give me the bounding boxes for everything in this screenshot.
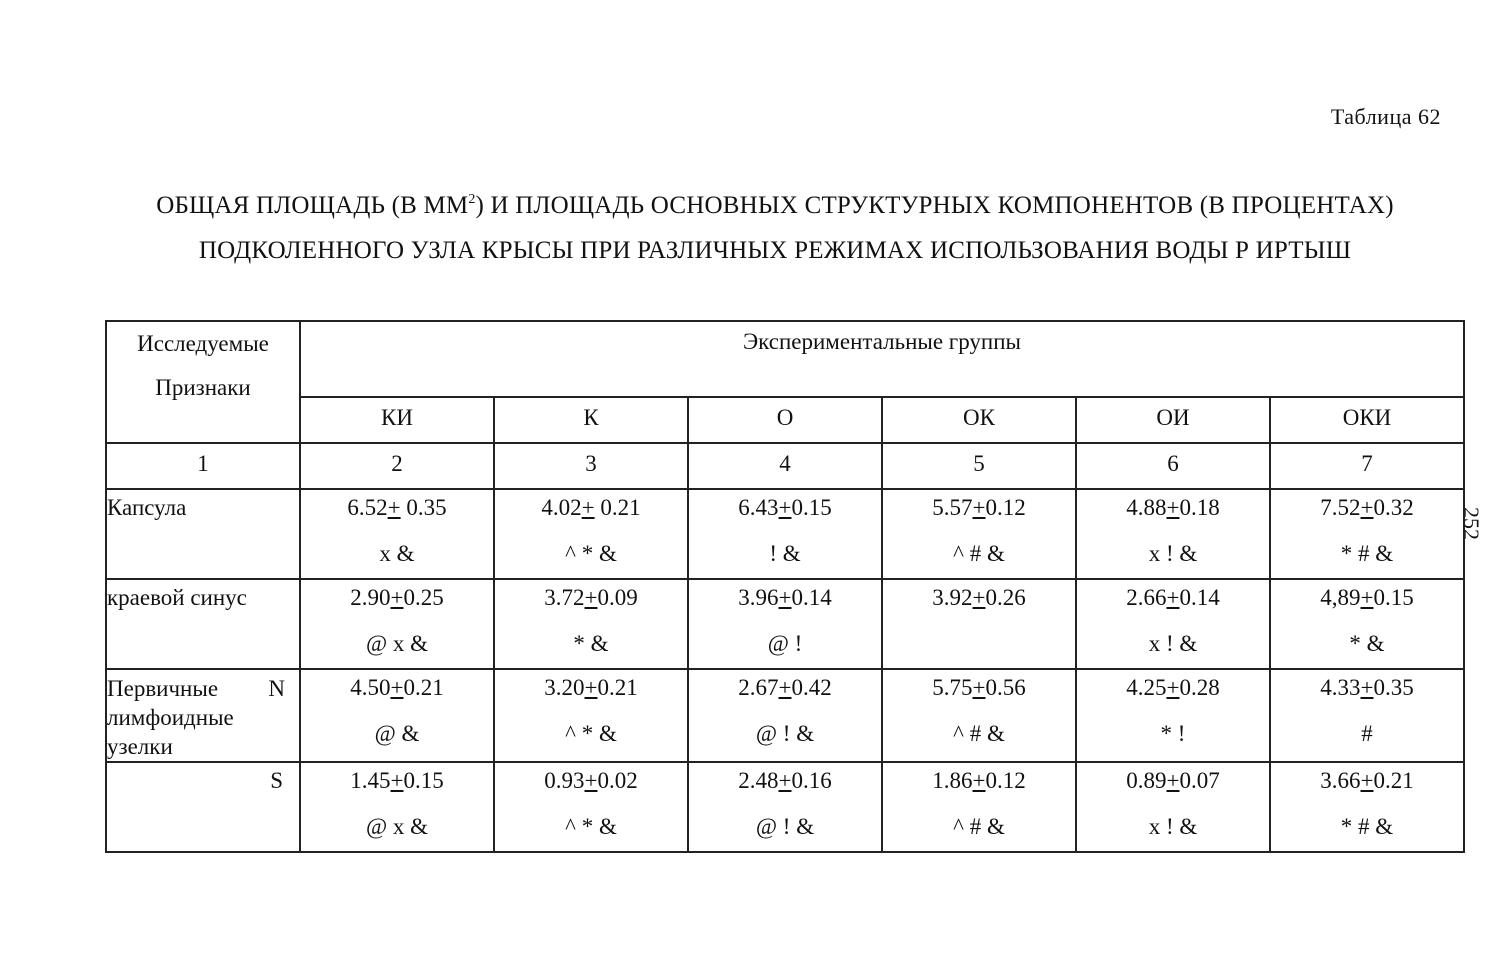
table-cell <box>494 669 688 762</box>
table-cell <box>882 489 1076 579</box>
table-cell <box>688 669 882 762</box>
cell-value: 6.52 <box>347 495 388 520</box>
significance-marks: @ ! <box>767 631 803 656</box>
plus-minus-sign: + <box>1360 585 1374 610</box>
cell-value: 3.20 <box>544 675 585 700</box>
cell-value <box>883 670 1075 714</box>
table-cell <box>688 489 882 579</box>
significance-marks: * # & <box>1340 541 1394 566</box>
cell-value <box>1077 490 1269 534</box>
col-number: 7 <box>1270 443 1464 489</box>
row-label: N Первичные лимфоидные узелки <box>106 669 300 762</box>
cell-value: 2.48 <box>738 768 779 793</box>
cell-value: 5.57 <box>932 495 973 520</box>
cell-value: 0.89 <box>1126 768 1167 793</box>
page-number: 252 <box>1459 507 1484 540</box>
cell-value: 1.86 <box>932 768 973 793</box>
cell-value <box>1271 763 1463 807</box>
significance-marks: x ! & <box>1148 631 1198 656</box>
table-cell <box>688 579 882 669</box>
table-number: Таблица 62 <box>1330 104 1441 129</box>
cell-value <box>495 490 687 534</box>
significance-marks: * ! <box>1160 721 1186 746</box>
significance-marks: x ! & <box>1148 814 1198 839</box>
title-line-2: ПОДКОЛЕННОГО УЗЛА КРЫСЫ ПРИ РАЗЛИЧНЫХ РЕЖИМАХ ИСПОЛЬЗОВАНИЯ ВОДЫ Р ИРТЫШ <box>198 237 1352 264</box>
cell-value: 3.92 <box>932 585 973 610</box>
table-cell <box>1270 762 1464 852</box>
cell-value: 0.15 <box>1373 585 1414 610</box>
cell-value <box>1077 670 1269 714</box>
header-row-groups <box>106 321 1464 397</box>
plus-minus-sign: + <box>972 585 986 610</box>
cell-value: 0.12 <box>985 495 1026 520</box>
plus-minus-sign: + <box>1360 495 1374 520</box>
cell-value: 0.21 <box>1373 768 1414 793</box>
significance-marks <box>883 624 1075 668</box>
cell-value <box>689 580 881 624</box>
plus-minus-sign: + <box>1166 495 1180 520</box>
plus-minus-sign: + <box>778 585 792 610</box>
significance-marks: * & <box>1349 631 1385 656</box>
cell-value <box>883 763 1075 807</box>
cell-value: 3.96 <box>738 585 779 610</box>
table-cell <box>688 762 882 852</box>
table-title <box>60 183 1490 273</box>
title-line-1: ОБЩАЯ ПЛОЩАДЬ (В $ММ^2$) И ПЛОЩАДЬ ОСНОВНЫХ СТРУКТУРНЫХ КОМПОНЕНТОВ (В ПРОЦЕНТАХ) <box>156 192 1394 219</box>
plus-minus-sign: + <box>390 768 404 793</box>
significance-marks: @ x & <box>365 631 429 656</box>
plus-minus-sign: + <box>1166 675 1180 700</box>
cell-value <box>301 763 493 807</box>
group-ki: КИ <box>300 397 494 443</box>
cell-value: 4.02 <box>541 495 582 520</box>
cell-value: 0.25 <box>403 585 444 610</box>
col-number: 2 <box>300 443 494 489</box>
plus-minus-sign: + <box>584 675 598 700</box>
row-label: S <box>106 762 300 852</box>
cell-value: 0.56 <box>985 675 1026 700</box>
cell-value: 0.42 <box>791 675 832 700</box>
cell-value <box>689 670 881 714</box>
group-ok: ОК <box>882 397 1076 443</box>
table-cell <box>300 579 494 669</box>
plus-minus-sign: + <box>778 495 792 520</box>
data-table <box>105 320 1465 853</box>
cell-value: 4.33 <box>1320 675 1361 700</box>
significance-marks: * # & <box>1340 814 1394 839</box>
significance-marks: * & <box>573 631 609 656</box>
cell-value: 0.16 <box>791 768 832 793</box>
cell-value <box>1077 580 1269 624</box>
cell-value <box>301 490 493 534</box>
cell-value <box>1077 763 1269 807</box>
cell-value <box>1271 580 1463 624</box>
significance-marks: x ! & <box>1148 541 1198 566</box>
table-row-marginal-sinus <box>106 579 1464 669</box>
table-cell <box>882 762 1076 852</box>
cell-value: 0.32 <box>1373 495 1414 520</box>
plus-minus-sign: + <box>1166 585 1180 610</box>
cell-value: 3.66 <box>1320 768 1361 793</box>
plus-minus-sign: + <box>1166 768 1180 793</box>
significance-marks: @ ! & <box>755 721 815 746</box>
significance-marks: ^ * & <box>565 814 617 839</box>
cell-value: 0.35 <box>1373 675 1414 700</box>
cell-value: 0.07 <box>1179 768 1220 793</box>
plus-minus-sign: + <box>1360 675 1374 700</box>
header-attribute: Исследуемые Признаки <box>106 321 300 443</box>
significance-marks: ^ # & <box>953 721 1005 746</box>
row-label: Капсула <box>106 489 300 579</box>
cell-value: 0.14 <box>791 585 832 610</box>
table-cell <box>1076 579 1270 669</box>
header-row-group-names <box>106 397 1464 443</box>
group-k: К <box>494 397 688 443</box>
cell-value: 0.18 <box>1179 495 1220 520</box>
cell-value <box>1271 670 1463 714</box>
table-cell <box>882 669 1076 762</box>
plus-minus-sign: + <box>584 768 598 793</box>
significance-marks: ^ # & <box>953 814 1005 839</box>
significance-marks: x & <box>379 541 415 566</box>
plus-minus-sign: + <box>1360 768 1374 793</box>
cell-value: 0.21 <box>594 495 641 520</box>
cell-value <box>883 580 1075 624</box>
table-cell <box>1270 489 1464 579</box>
plus-minus-sign: + <box>778 675 792 700</box>
cell-value <box>689 763 881 807</box>
cell-value: 7.52 <box>1320 495 1361 520</box>
col-number: 6 <box>1076 443 1270 489</box>
cell-value: 0.15 <box>791 495 832 520</box>
header-groups-title: Экспериментальные группы <box>300 321 1464 397</box>
cell-value: 0.21 <box>597 675 638 700</box>
cell-value: 0.14 <box>1179 585 1220 610</box>
significance-marks: @ x & <box>365 814 429 839</box>
plus-minus-sign: + <box>972 495 986 520</box>
cell-value <box>495 580 687 624</box>
significance-marks: ^ * & <box>565 721 617 746</box>
table-cell <box>300 762 494 852</box>
cell-value: 4.25 <box>1126 675 1167 700</box>
table-cell <box>882 579 1076 669</box>
table-row-primary-nodules-s <box>106 762 1464 852</box>
cell-value: 2.66 <box>1126 585 1167 610</box>
significance-marks: # <box>1361 721 1373 746</box>
cell-value: 0.28 <box>1179 675 1220 700</box>
table-row-primary-nodules-n <box>106 669 1464 762</box>
cell-value: 4,89 <box>1320 585 1361 610</box>
table-cell <box>494 579 688 669</box>
table-cell <box>1076 762 1270 852</box>
plus-minus-sign: + <box>972 768 986 793</box>
table-cell <box>300 489 494 579</box>
cell-value: 6.43 <box>738 495 779 520</box>
plus-minus-sign: + <box>972 675 986 700</box>
table-cell <box>494 762 688 852</box>
cell-value: 0.26 <box>985 585 1026 610</box>
significance-marks: ^ * & <box>565 541 617 566</box>
plus-minus-sign: + <box>390 585 404 610</box>
cell-value <box>301 670 493 714</box>
significance-marks: ^ # & <box>953 541 1005 566</box>
col-number: 1 <box>106 443 300 489</box>
col-number: 4 <box>688 443 882 489</box>
cell-value: 3.72 <box>544 585 585 610</box>
table-cell <box>1076 669 1270 762</box>
column-number-row <box>106 443 1464 489</box>
cell-value <box>883 490 1075 534</box>
plus-minus-sign: + <box>584 585 598 610</box>
cell-value <box>689 490 881 534</box>
col-number: 5 <box>882 443 1076 489</box>
plus-minus-sign: + <box>390 675 404 700</box>
group-oki: ОКИ <box>1270 397 1464 443</box>
cell-value: 4.50 <box>350 675 391 700</box>
table-cell <box>1270 579 1464 669</box>
col-number: 3 <box>494 443 688 489</box>
cell-value: 0.02 <box>597 768 638 793</box>
cell-value: 0.15 <box>403 768 444 793</box>
plus-minus-sign: + <box>581 495 595 520</box>
cell-value <box>495 670 687 714</box>
plus-minus-sign: + <box>387 495 401 520</box>
table-cell <box>494 489 688 579</box>
table-cell <box>1270 669 1464 762</box>
significance-marks: @ ! & <box>755 814 815 839</box>
cell-value <box>495 763 687 807</box>
plus-minus-sign: + <box>778 768 792 793</box>
table-row-capsule <box>106 489 1464 579</box>
cell-value: 0.21 <box>403 675 444 700</box>
significance-marks: @ & <box>374 721 420 746</box>
cell-value <box>1271 490 1463 534</box>
row-label: краевой синус <box>106 579 300 669</box>
cell-value: 1.45 <box>350 768 391 793</box>
significance-marks: ! & <box>769 541 801 566</box>
cell-value: 2.90 <box>350 585 391 610</box>
group-oi: ОИ <box>1076 397 1270 443</box>
group-o: О <box>688 397 882 443</box>
table-cell <box>300 669 494 762</box>
cell-value: 2.67 <box>738 675 779 700</box>
cell-value: 5.75 <box>932 675 973 700</box>
cell-value: 4.88 <box>1126 495 1167 520</box>
table-cell <box>1076 489 1270 579</box>
cell-value: 0.93 <box>544 768 585 793</box>
cell-value: 0.35 <box>400 495 447 520</box>
cell-value: 0.09 <box>597 585 638 610</box>
cell-value: 0.12 <box>985 768 1026 793</box>
cell-value <box>301 580 493 624</box>
